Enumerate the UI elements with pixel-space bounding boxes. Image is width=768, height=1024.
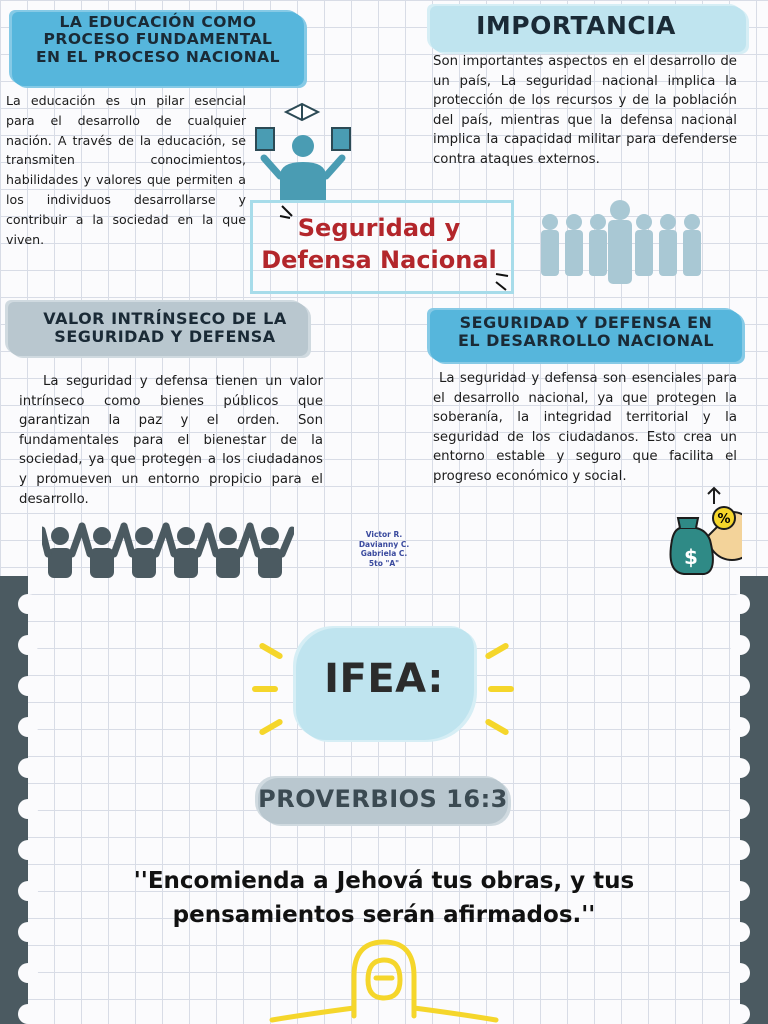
scallop-dot [730, 922, 750, 942]
scallop-dot [730, 881, 750, 901]
scallop-dot [18, 881, 38, 901]
scallop-dot [18, 1004, 38, 1024]
money-bag-growth-icon [662, 484, 742, 576]
importance-heading: IMPORTANCIA [476, 11, 676, 40]
bible-quote: ''Encomienda a Jehová tus obras, y tus pensamientos serán afirmados.'' [133, 868, 635, 928]
scallop-dot [18, 840, 38, 860]
scallop-dot [18, 799, 38, 819]
sun-ray [488, 686, 514, 692]
education-heading: LA EDUCACIÓN COMO PROCESO FUNDAMENTAL EN EL PROCESO NACIONAL [35, 13, 281, 66]
main-title-line-1: Seguridad y [297, 214, 461, 242]
scallop-dot [18, 594, 38, 614]
scallop-dot [730, 799, 750, 819]
importance-body: Son importantes aspectos en el desarrollo de un país, La seguridad nacional implica la protección de los recursos y de la población del país, mientras que la defensa nacional implica la capacidad militar para defenderse contra ataques externos. [433, 54, 737, 167]
scallop-dot [730, 594, 750, 614]
scallop-dot [730, 758, 750, 778]
scallop-dot [18, 635, 38, 655]
scallop-dot [18, 758, 38, 778]
scallop-dot [18, 676, 38, 696]
sun-ray [258, 718, 284, 736]
scallop-dot [18, 717, 38, 737]
scallop-dot [730, 717, 750, 737]
sun-ray [252, 686, 278, 692]
development-heading: SEGURIDAD Y DEFENSA EN EL DESARROLLO NACIONAL [457, 313, 715, 350]
value-body: La seguridad y defensa tienen un valor intrínseco como bienes públicos que garantizan la paz y el orden. Son fundamentales para el bienestar de la sociedad, ya que protegen a los ciudadanos y promueven un entorno propicio para el desarrollo. [19, 374, 323, 507]
soldiers-saluting-icon [536, 196, 704, 286]
value-heading: VALOR INTRÍNSECO DE LA SEGURIDAD Y DEFENSA [43, 309, 287, 346]
sun-ray [484, 642, 510, 660]
jesus-outline-icon [268, 936, 500, 1024]
student-books-icon [252, 98, 354, 202]
development-body: La seguridad y defensa son esenciales para el desarrollo nacional, ya que protegen la soberanía, la integridad territorial y la seguridad de los ciudadanos. Esto crea un entorno estable y seguro que facilita el progreso económico y social. [433, 371, 737, 484]
scallop-dot [730, 1004, 750, 1024]
svg-text:%: % [717, 512, 731, 527]
scallop-dot [730, 635, 750, 655]
main-title-line-2: Defensa Nacional [261, 246, 497, 274]
main-title [250, 200, 508, 288]
scallop-dot [730, 676, 750, 696]
scallop-dot [730, 963, 750, 983]
svg-text:$: $ [684, 545, 698, 569]
scallop-dot [18, 963, 38, 983]
scallop-dot [730, 840, 750, 860]
ifea-title: IFEA: [324, 656, 444, 702]
sun-ray [258, 642, 284, 660]
verse-reference: PROVERBIOS 16:3 [258, 785, 508, 813]
scallop-dot [18, 922, 38, 942]
people-raising-hands-icon [42, 520, 294, 578]
education-body: La educación es un pilar esencial para el desarrollo de cualquier nación. A través de la educación, se transmiten conocimientos, habilidades y valores que permiten a los individuos desarrollarse y contribuir a la sociedad en la que viven. [6, 93, 246, 247]
sun-ray [484, 718, 510, 736]
authors: Victor R. Davianny C. Gabriela C. 5to "A" [358, 530, 410, 568]
